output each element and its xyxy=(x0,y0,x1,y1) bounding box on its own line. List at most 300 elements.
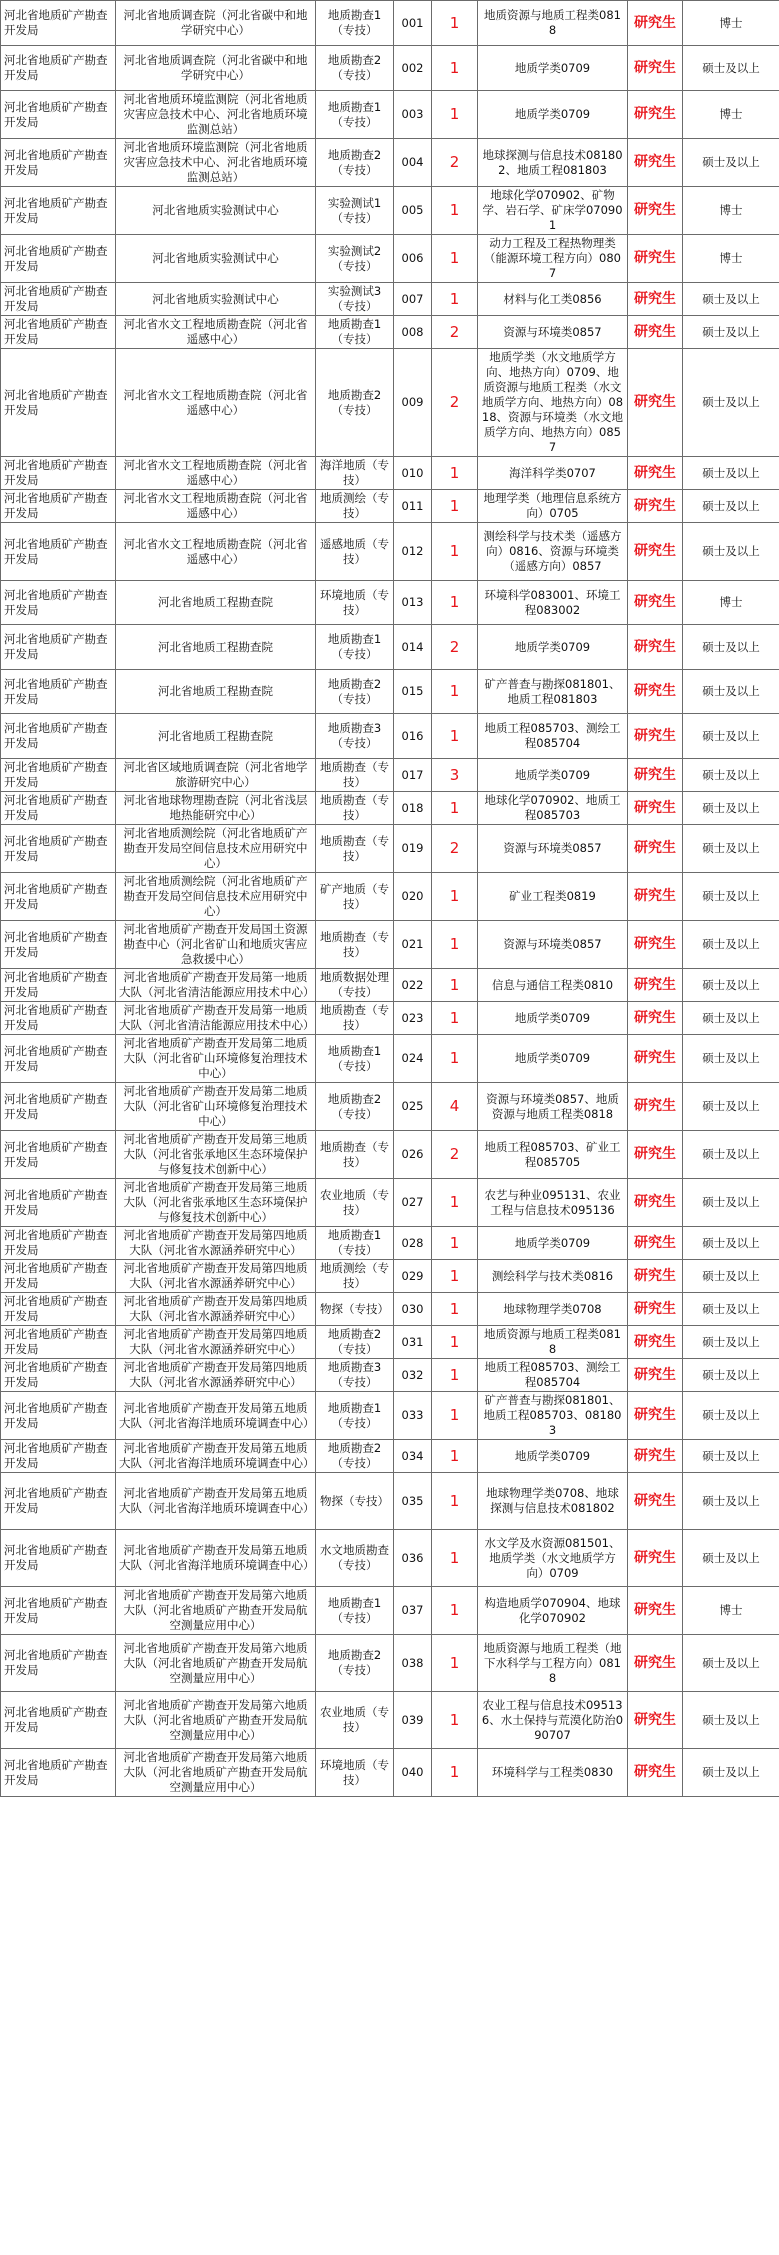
headcount-cell: 2 xyxy=(432,825,478,873)
headcount-cell: 1 xyxy=(432,1587,478,1635)
department-cell: 河北省地质矿产勘查开发局 xyxy=(1,1749,116,1797)
table-row xyxy=(1,1002,779,1035)
table-row xyxy=(1,283,779,316)
position-code-cell: 004 xyxy=(394,139,432,187)
position-cell: 实验测试3（专技） xyxy=(316,283,394,316)
department-cell: 河北省地质矿产勘查开发局 xyxy=(1,1440,116,1473)
education-cell: 研究生 xyxy=(628,187,683,235)
table-row xyxy=(1,825,779,873)
unit-cell: 河北省地质矿产勘查开发局第四地质大队（河北省水源涵养研究中心） xyxy=(116,1293,316,1326)
major-cell: 地理学类（地理信息系统方向）0705 xyxy=(478,490,628,523)
table-row xyxy=(1,581,779,625)
education-cell: 研究生 xyxy=(628,1473,683,1530)
education-cell: 研究生 xyxy=(628,316,683,349)
department-cell: 河北省地质矿产勘查开发局 xyxy=(1,1635,116,1692)
position-cell: 地质测绘（专技） xyxy=(316,1260,394,1293)
major-cell: 测绘科学与技术类0816 xyxy=(478,1260,628,1293)
department-cell: 河北省地质矿产勘查开发局 xyxy=(1,969,116,1002)
table-row xyxy=(1,1260,779,1293)
degree-cell: 硕士及以上 xyxy=(683,1083,779,1131)
table-row xyxy=(1,1035,779,1083)
department-cell: 河北省地质矿产勘查开发局 xyxy=(1,139,116,187)
unit-cell: 河北省地质调查院（河北省碳中和地学研究中心） xyxy=(116,46,316,91)
unit-cell: 河北省地质工程勘查院 xyxy=(116,714,316,759)
unit-cell: 河北省地质矿产勘查开发局第二地质大队（河北省矿山环境修复治理技术中心） xyxy=(116,1083,316,1131)
position-code-cell: 029 xyxy=(394,1260,432,1293)
headcount-cell: 1 xyxy=(432,1260,478,1293)
position-code-cell: 030 xyxy=(394,1293,432,1326)
department-cell: 河北省地质矿产勘查开发局 xyxy=(1,457,116,490)
department-cell: 河北省地质矿产勘查开发局 xyxy=(1,759,116,792)
table-row xyxy=(1,1530,779,1587)
education-cell: 研究生 xyxy=(628,873,683,921)
headcount-cell: 1 xyxy=(432,1002,478,1035)
position-code-cell: 037 xyxy=(394,1587,432,1635)
unit-cell: 河北省地质实验测试中心 xyxy=(116,235,316,283)
position-cell: 地质勘查2（专技） xyxy=(316,670,394,714)
position-cell: 农业地质（专技） xyxy=(316,1692,394,1749)
position-cell: 地质勘查（专技） xyxy=(316,825,394,873)
position-code-cell: 018 xyxy=(394,792,432,825)
education-cell: 研究生 xyxy=(628,46,683,91)
major-cell: 地质工程085703、矿业工程085705 xyxy=(478,1131,628,1179)
department-cell: 河北省地质矿产勘查开发局 xyxy=(1,91,116,139)
position-code-cell: 031 xyxy=(394,1326,432,1359)
unit-cell: 河北省地质矿产勘查开发局第四地质大队（河北省水源涵养研究中心） xyxy=(116,1326,316,1359)
headcount-cell: 1 xyxy=(432,1,478,46)
major-cell: 地质学类0709 xyxy=(478,46,628,91)
table-row xyxy=(1,1473,779,1530)
education-cell: 研究生 xyxy=(628,1035,683,1083)
table-row xyxy=(1,1083,779,1131)
degree-cell: 硕士及以上 xyxy=(683,921,779,969)
department-cell: 河北省地质矿产勘查开发局 xyxy=(1,1473,116,1530)
education-cell: 研究生 xyxy=(628,625,683,670)
position-cell: 水文地质勘查（专技） xyxy=(316,1530,394,1587)
headcount-cell: 1 xyxy=(432,46,478,91)
department-cell: 河北省地质矿产勘查开发局 xyxy=(1,490,116,523)
table-row xyxy=(1,873,779,921)
department-cell: 河北省地质矿产勘查开发局 xyxy=(1,873,116,921)
headcount-cell: 1 xyxy=(432,1440,478,1473)
table-row xyxy=(1,316,779,349)
education-cell: 研究生 xyxy=(628,825,683,873)
degree-cell: 硕士及以上 xyxy=(683,1260,779,1293)
major-cell: 资源与环境类0857 xyxy=(478,825,628,873)
degree-cell: 硕士及以上 xyxy=(683,523,779,581)
position-code-cell: 028 xyxy=(394,1227,432,1260)
department-cell: 河北省地质矿产勘查开发局 xyxy=(1,316,116,349)
degree-cell: 硕士及以上 xyxy=(683,316,779,349)
major-cell: 地质学类0709 xyxy=(478,1440,628,1473)
headcount-cell: 1 xyxy=(432,969,478,1002)
unit-cell: 河北省区域地质调查院（河北省地学旅游研究中心） xyxy=(116,759,316,792)
headcount-cell: 2 xyxy=(432,139,478,187)
position-cell: 地质勘查1（专技） xyxy=(316,1587,394,1635)
position-code-cell: 036 xyxy=(394,1530,432,1587)
position-cell: 地质勘查（专技） xyxy=(316,921,394,969)
position-code-cell: 010 xyxy=(394,457,432,490)
position-cell: 地质勘查1（专技） xyxy=(316,316,394,349)
major-cell: 地质资源与地质工程类0818 xyxy=(478,1326,628,1359)
department-cell: 河北省地质矿产勘查开发局 xyxy=(1,714,116,759)
position-code-cell: 025 xyxy=(394,1083,432,1131)
education-cell: 研究生 xyxy=(628,792,683,825)
position-cell: 地质勘查（专技） xyxy=(316,1131,394,1179)
major-cell: 信息与通信工程类0810 xyxy=(478,969,628,1002)
degree-cell: 硕士及以上 xyxy=(683,714,779,759)
education-cell: 研究生 xyxy=(628,1440,683,1473)
degree-cell: 硕士及以上 xyxy=(683,1179,779,1227)
degree-cell: 硕士及以上 xyxy=(683,825,779,873)
education-cell: 研究生 xyxy=(628,235,683,283)
degree-cell: 博士 xyxy=(683,235,779,283)
headcount-cell: 1 xyxy=(432,1179,478,1227)
headcount-cell: 2 xyxy=(432,316,478,349)
table-row xyxy=(1,91,779,139)
department-cell: 河北省地质矿产勘查开发局 xyxy=(1,1587,116,1635)
position-cell: 地质勘查（专技） xyxy=(316,1002,394,1035)
degree-cell: 硕士及以上 xyxy=(683,670,779,714)
education-cell: 研究生 xyxy=(628,139,683,187)
education-cell: 研究生 xyxy=(628,283,683,316)
major-cell: 地质工程085703、测绘工程085704 xyxy=(478,1359,628,1392)
table-row xyxy=(1,759,779,792)
position-code-cell: 034 xyxy=(394,1440,432,1473)
department-cell: 河北省地质矿产勘查开发局 xyxy=(1,1,116,46)
headcount-cell: 1 xyxy=(432,91,478,139)
unit-cell: 河北省地质矿产勘查开发局国土资源勘查中心（河北省矿山和地质灾害应急救援中心） xyxy=(116,921,316,969)
major-cell: 测绘科学与技术类（遥感方向）0816、资源与环境类（遥感方向）0857 xyxy=(478,523,628,581)
department-cell: 河北省地质矿产勘查开发局 xyxy=(1,1035,116,1083)
position-cell: 地质勘查1（专技） xyxy=(316,625,394,670)
table-row xyxy=(1,1326,779,1359)
position-code-cell: 007 xyxy=(394,283,432,316)
education-cell: 研究生 xyxy=(628,670,683,714)
position-code-cell: 009 xyxy=(394,349,432,457)
education-cell: 研究生 xyxy=(628,759,683,792)
education-cell: 研究生 xyxy=(628,1083,683,1131)
unit-cell: 河北省地球物理勘查院（河北省浅层地热能研究中心） xyxy=(116,792,316,825)
headcount-cell: 1 xyxy=(432,1392,478,1440)
education-cell: 研究生 xyxy=(628,1692,683,1749)
table-row xyxy=(1,1392,779,1440)
degree-cell: 博士 xyxy=(683,91,779,139)
unit-cell: 河北省地质矿产勘查开发局第三地质大队（河北省张承地区生态环境保护与修复技术创新中心） xyxy=(116,1179,316,1227)
unit-cell: 河北省地质测绘院（河北省地质矿产勘查开发局空间信息技术应用研究中心） xyxy=(116,873,316,921)
position-cell: 实验测试2（专技） xyxy=(316,235,394,283)
degree-cell: 硕士及以上 xyxy=(683,1035,779,1083)
position-cell: 地质勘查（专技） xyxy=(316,759,394,792)
department-cell: 河北省地质矿产勘查开发局 xyxy=(1,523,116,581)
unit-cell: 河北省地质矿产勘查开发局第六地质大队（河北省地质矿产勘查开发局航空测量应用中心） xyxy=(116,1587,316,1635)
degree-cell: 博士 xyxy=(683,187,779,235)
degree-cell: 硕士及以上 xyxy=(683,1473,779,1530)
education-cell: 研究生 xyxy=(628,1326,683,1359)
position-cell: 地质勘查2（专技） xyxy=(316,1635,394,1692)
education-cell: 研究生 xyxy=(628,921,683,969)
unit-cell: 河北省地质实验测试中心 xyxy=(116,283,316,316)
degree-cell: 硕士及以上 xyxy=(683,792,779,825)
degree-cell: 硕士及以上 xyxy=(683,1326,779,1359)
unit-cell: 河北省地质矿产勘查开发局第五地质大队（河北省海洋地质环境调查中心） xyxy=(116,1392,316,1440)
table-row xyxy=(1,139,779,187)
education-cell: 研究生 xyxy=(628,523,683,581)
position-code-cell: 013 xyxy=(394,581,432,625)
degree-cell: 硕士及以上 xyxy=(683,1131,779,1179)
education-cell: 研究生 xyxy=(628,1260,683,1293)
unit-cell: 河北省地质矿产勘查开发局第三地质大队（河北省张承地区生态环境保护与修复技术创新中心） xyxy=(116,1131,316,1179)
education-cell: 研究生 xyxy=(628,1,683,46)
department-cell: 河北省地质矿产勘查开发局 xyxy=(1,1692,116,1749)
table-row xyxy=(1,1749,779,1797)
major-cell: 地质学类0709 xyxy=(478,1035,628,1083)
position-code-cell: 016 xyxy=(394,714,432,759)
major-cell: 构造地质学070904、地球化学070902 xyxy=(478,1587,628,1635)
major-cell: 地球物理学类0708 xyxy=(478,1293,628,1326)
unit-cell: 河北省地质矿产勘查开发局第四地质大队（河北省水源涵养研究中心） xyxy=(116,1260,316,1293)
position-code-cell: 026 xyxy=(394,1131,432,1179)
headcount-cell: 1 xyxy=(432,1227,478,1260)
degree-cell: 硕士及以上 xyxy=(683,1293,779,1326)
table-row xyxy=(1,1131,779,1179)
department-cell: 河北省地质矿产勘查开发局 xyxy=(1,46,116,91)
position-code-cell: 005 xyxy=(394,187,432,235)
headcount-cell: 1 xyxy=(432,581,478,625)
unit-cell: 河北省地质矿产勘查开发局第五地质大队（河北省海洋地质环境调查中心） xyxy=(116,1530,316,1587)
degree-cell: 硕士及以上 xyxy=(683,1440,779,1473)
degree-cell: 硕士及以上 xyxy=(683,1359,779,1392)
major-cell: 地质学类0709 xyxy=(478,625,628,670)
headcount-cell: 1 xyxy=(432,921,478,969)
position-cell: 地质勘查3（专技） xyxy=(316,1359,394,1392)
department-cell: 河北省地质矿产勘查开发局 xyxy=(1,187,116,235)
degree-cell: 硕士及以上 xyxy=(683,969,779,1002)
position-cell: 地质勘查1（专技） xyxy=(316,1227,394,1260)
headcount-cell: 1 xyxy=(432,283,478,316)
unit-cell: 河北省地质工程勘查院 xyxy=(116,581,316,625)
department-cell: 河北省地质矿产勘查开发局 xyxy=(1,1293,116,1326)
position-code-cell: 027 xyxy=(394,1179,432,1227)
headcount-cell: 1 xyxy=(432,1035,478,1083)
position-code-cell: 002 xyxy=(394,46,432,91)
headcount-cell: 1 xyxy=(432,1530,478,1587)
degree-cell: 硕士及以上 xyxy=(683,139,779,187)
table-row xyxy=(1,1293,779,1326)
department-cell: 河北省地质矿产勘查开发局 xyxy=(1,1359,116,1392)
table-row xyxy=(1,235,779,283)
position-code-cell: 019 xyxy=(394,825,432,873)
department-cell: 河北省地质矿产勘查开发局 xyxy=(1,1392,116,1440)
education-cell: 研究生 xyxy=(628,1293,683,1326)
table-row xyxy=(1,969,779,1002)
unit-cell: 河北省地质矿产勘查开发局第一地质大队（河北省清洁能源应用技术中心） xyxy=(116,1002,316,1035)
unit-cell: 河北省水文工程地质勘查院（河北省遥感中心） xyxy=(116,523,316,581)
table-row xyxy=(1,1359,779,1392)
department-cell: 河北省地质矿产勘查开发局 xyxy=(1,625,116,670)
major-cell: 动力工程及工程热物理类（能源环境工程方向）0807 xyxy=(478,235,628,283)
major-cell: 环境科学与工程类0830 xyxy=(478,1749,628,1797)
unit-cell: 河北省地质矿产勘查开发局第六地质大队（河北省地质矿产勘查开发局航空测量应用中心） xyxy=(116,1749,316,1797)
department-cell: 河北省地质矿产勘查开发局 xyxy=(1,1131,116,1179)
degree-cell: 硕士及以上 xyxy=(683,1227,779,1260)
position-cell: 物探（专技） xyxy=(316,1473,394,1530)
position-cell: 地质勘查（专技） xyxy=(316,792,394,825)
position-cell: 地质勘查2（专技） xyxy=(316,1440,394,1473)
unit-cell: 河北省地质调查院（河北省碳中和地学研究中心） xyxy=(116,1,316,46)
unit-cell: 河北省地质矿产勘查开发局第一地质大队（河北省清洁能源应用技术中心） xyxy=(116,969,316,1002)
headcount-cell: 2 xyxy=(432,625,478,670)
major-cell: 地球探测与信息技术081802、地质工程081803 xyxy=(478,139,628,187)
department-cell: 河北省地质矿产勘查开发局 xyxy=(1,581,116,625)
degree-cell: 博士 xyxy=(683,1,779,46)
position-code-cell: 038 xyxy=(394,1635,432,1692)
position-code-cell: 022 xyxy=(394,969,432,1002)
position-cell: 环境地质（专技） xyxy=(316,1749,394,1797)
unit-cell: 河北省地质矿产勘查开发局第二地质大队（河北省矿山环境修复治理技术中心） xyxy=(116,1035,316,1083)
department-cell: 河北省地质矿产勘查开发局 xyxy=(1,349,116,457)
position-code-cell: 039 xyxy=(394,1692,432,1749)
table-row xyxy=(1,714,779,759)
unit-cell: 河北省地质测绘院（河北省地质矿产勘查开发局空间信息技术应用研究中心） xyxy=(116,825,316,873)
department-cell: 河北省地质矿产勘查开发局 xyxy=(1,792,116,825)
table-row xyxy=(1,349,779,457)
headcount-cell: 1 xyxy=(432,714,478,759)
position-code-cell: 023 xyxy=(394,1002,432,1035)
degree-cell: 硕士及以上 xyxy=(683,1002,779,1035)
major-cell: 地球物理学类0708、地球探测与信息技术081802 xyxy=(478,1473,628,1530)
position-cell: 海洋地质（专技） xyxy=(316,457,394,490)
headcount-cell: 3 xyxy=(432,759,478,792)
position-cell: 矿产地质（专技） xyxy=(316,873,394,921)
headcount-cell: 4 xyxy=(432,1083,478,1131)
degree-cell: 硕士及以上 xyxy=(683,457,779,490)
education-cell: 研究生 xyxy=(628,1635,683,1692)
major-cell: 地球化学070902、矿物学、岩石学、矿床学070901 xyxy=(478,187,628,235)
major-cell: 地质学类0709 xyxy=(478,1227,628,1260)
unit-cell: 河北省地质矿产勘查开发局第四地质大队（河北省水源涵养研究中心） xyxy=(116,1359,316,1392)
unit-cell: 河北省地质环境监测院（河北省地质灾害应急技术中心、河北省地质环境监测总站） xyxy=(116,91,316,139)
degree-cell: 硕士及以上 xyxy=(683,1692,779,1749)
major-cell: 资源与环境类0857、地质资源与地质工程类0818 xyxy=(478,1083,628,1131)
position-cell: 遥感地质（专技） xyxy=(316,523,394,581)
department-cell: 河北省地质矿产勘查开发局 xyxy=(1,1083,116,1131)
position-code-cell: 015 xyxy=(394,670,432,714)
major-cell: 农业工程与信息技术095136、水土保持与荒漠化防治090707 xyxy=(478,1692,628,1749)
education-cell: 研究生 xyxy=(628,91,683,139)
major-cell: 地质学类0709 xyxy=(478,1002,628,1035)
position-code-cell: 014 xyxy=(394,625,432,670)
position-cell: 地质勘查2（专技） xyxy=(316,46,394,91)
degree-cell: 硕士及以上 xyxy=(683,759,779,792)
degree-cell: 硕士及以上 xyxy=(683,490,779,523)
education-cell: 研究生 xyxy=(628,1749,683,1797)
table-row xyxy=(1,921,779,969)
position-code-cell: 040 xyxy=(394,1749,432,1797)
table-row xyxy=(1,523,779,581)
table-body xyxy=(1,1,779,1797)
department-cell: 河北省地质矿产勘查开发局 xyxy=(1,670,116,714)
table-row xyxy=(1,1440,779,1473)
department-cell: 河北省地质矿产勘查开发局 xyxy=(1,235,116,283)
degree-cell: 硕士及以上 xyxy=(683,283,779,316)
position-cell: 地质勘查3（专技） xyxy=(316,714,394,759)
headcount-cell: 1 xyxy=(432,1473,478,1530)
position-code-cell: 033 xyxy=(394,1392,432,1440)
position-cell: 地质勘查1（专技） xyxy=(316,1035,394,1083)
department-cell: 河北省地质矿产勘查开发局 xyxy=(1,1179,116,1227)
education-cell: 研究生 xyxy=(628,1359,683,1392)
table-row xyxy=(1,792,779,825)
headcount-cell: 2 xyxy=(432,349,478,457)
department-cell: 河北省地质矿产勘查开发局 xyxy=(1,825,116,873)
headcount-cell: 1 xyxy=(432,792,478,825)
major-cell: 资源与环境类0857 xyxy=(478,316,628,349)
headcount-cell: 1 xyxy=(432,670,478,714)
degree-cell: 硕士及以上 xyxy=(683,1635,779,1692)
headcount-cell: 1 xyxy=(432,873,478,921)
degree-cell: 硕士及以上 xyxy=(683,873,779,921)
position-cell: 地质勘查2（专技） xyxy=(316,1326,394,1359)
major-cell: 地质资源与地质工程类（地下水科学与工程方向）0818 xyxy=(478,1635,628,1692)
degree-cell: 硕士及以上 xyxy=(683,1392,779,1440)
major-cell: 海洋科学类0707 xyxy=(478,457,628,490)
unit-cell: 河北省地质环境监测院（河北省地质灾害应急技术中心、河北省地质环境监测总站） xyxy=(116,139,316,187)
education-cell: 研究生 xyxy=(628,581,683,625)
headcount-cell: 1 xyxy=(432,1359,478,1392)
position-code-cell: 008 xyxy=(394,316,432,349)
education-cell: 研究生 xyxy=(628,1131,683,1179)
department-cell: 河北省地质矿产勘查开发局 xyxy=(1,1002,116,1035)
position-code-cell: 020 xyxy=(394,873,432,921)
position-cell: 地质勘查1（专技） xyxy=(316,91,394,139)
table-row xyxy=(1,46,779,91)
table-row xyxy=(1,670,779,714)
position-cell: 地质数据处理（专技） xyxy=(316,969,394,1002)
headcount-cell: 1 xyxy=(432,1293,478,1326)
headcount-cell: 2 xyxy=(432,1131,478,1179)
department-cell: 河北省地质矿产勘查开发局 xyxy=(1,1326,116,1359)
unit-cell: 河北省地质矿产勘查开发局第六地质大队（河北省地质矿产勘查开发局航空测量应用中心） xyxy=(116,1692,316,1749)
degree-cell: 硕士及以上 xyxy=(683,1530,779,1587)
degree-cell: 博士 xyxy=(683,581,779,625)
major-cell: 材料与化工类0856 xyxy=(478,283,628,316)
major-cell: 地质工程085703、测绘工程085704 xyxy=(478,714,628,759)
unit-cell: 河北省地质矿产勘查开发局第六地质大队（河北省地质矿产勘查开发局航空测量应用中心） xyxy=(116,1635,316,1692)
unit-cell: 河北省地质矿产勘查开发局第四地质大队（河北省水源涵养研究中心） xyxy=(116,1227,316,1260)
major-cell: 矿产普查与勘探081801、地质工程081803 xyxy=(478,670,628,714)
position-cell: 地质勘查1（专技） xyxy=(316,1,394,46)
education-cell: 研究生 xyxy=(628,1227,683,1260)
education-cell: 研究生 xyxy=(628,349,683,457)
table-row xyxy=(1,490,779,523)
position-cell: 环境地质（专技） xyxy=(316,581,394,625)
unit-cell: 河北省水文工程地质勘查院（河北省遥感中心） xyxy=(116,457,316,490)
degree-cell: 硕士及以上 xyxy=(683,349,779,457)
major-cell: 环境科学083001、环境工程083002 xyxy=(478,581,628,625)
position-cell: 地质测绘（专技） xyxy=(316,490,394,523)
degree-cell: 硕士及以上 xyxy=(683,46,779,91)
major-cell: 地质学类0709 xyxy=(478,759,628,792)
headcount-cell: 1 xyxy=(432,490,478,523)
education-cell: 研究生 xyxy=(628,1530,683,1587)
major-cell: 农艺与种业095131、农业工程与信息技术095136 xyxy=(478,1179,628,1227)
department-cell: 河北省地质矿产勘查开发局 xyxy=(1,1530,116,1587)
position-code-cell: 001 xyxy=(394,1,432,46)
table-row xyxy=(1,1,779,46)
department-cell: 河北省地质矿产勘查开发局 xyxy=(1,1260,116,1293)
education-cell: 研究生 xyxy=(628,490,683,523)
